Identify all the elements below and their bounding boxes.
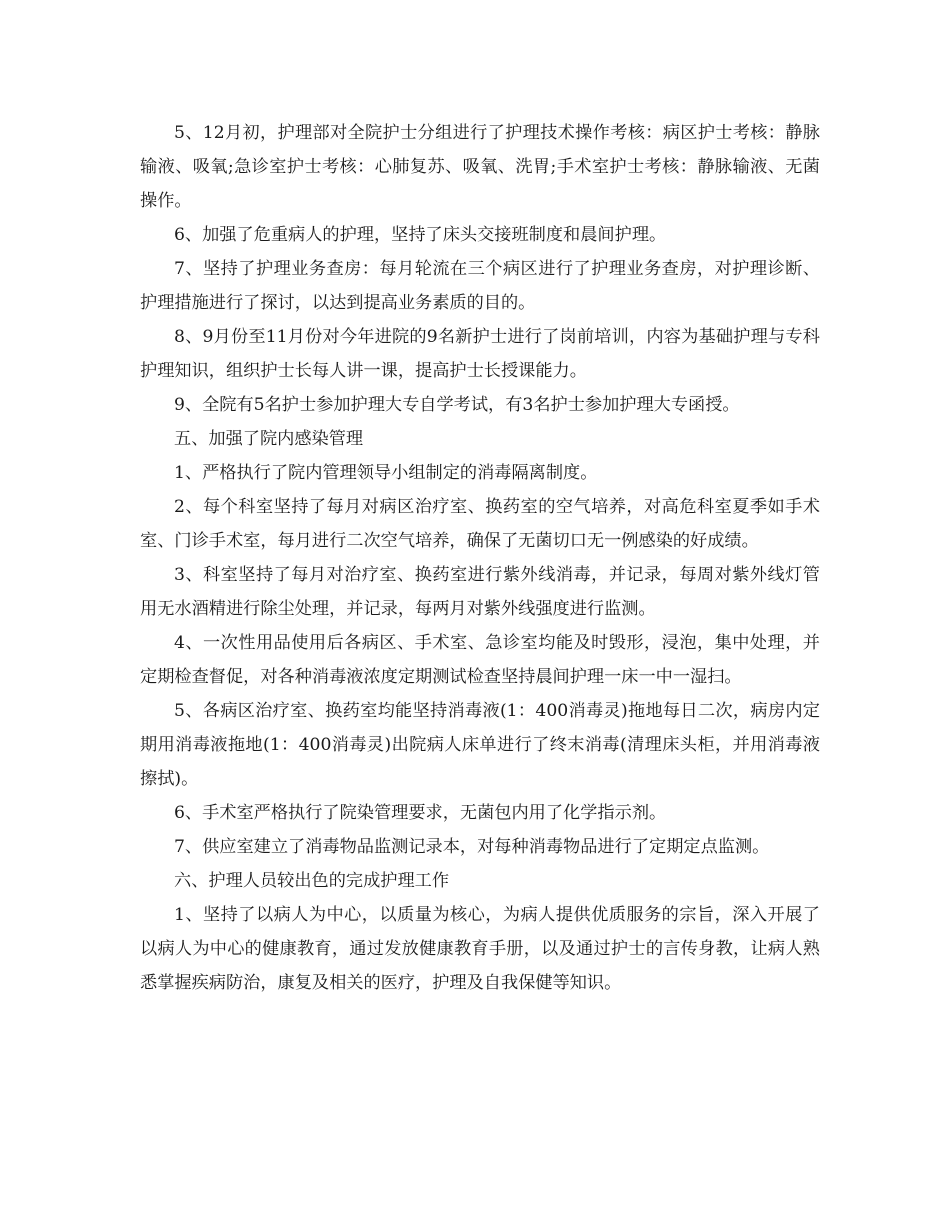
paragraph-item-7-ward-rounds: 7、坚持了护理业务查房：每月轮流在三个病区进行了护理业务查房，对护理诊断、护理措施进行了探讨，以达到提高业务素质的目的。 [140,259,820,313]
paragraph-infection-item-6: 6、手术室严格执行了院染管理要求，无菌包内用了化学指示剂。 [174,803,667,823]
paragraph-infection-item-3: 3、科室坚持了每月对治疗室、换药室进行紫外线消毒，并记录，每周对紫外线灯管用无水酒精进行除尘处理，并记录，每两月对紫外线强度进行监测。 [140,565,820,619]
paragraph-item-9-further-education: 9、全院有5名护士参加护理大专自学考试，有3名护士参加护理大专函授。 [174,395,740,415]
paragraph-item-6-critical-care: 6、加强了危重病人的护理，坚持了床头交接班制度和晨间护理。 [174,225,667,245]
paragraph-item-8-new-nurse-training: 8、9月份至11月份对今年进院的9名新护士进行了岗前培训，内容为基础护理与专科护理知识，组织护士长每人讲一课，提高护士长授课能力。 [140,327,820,381]
paragraph-nursing-item-1: 1、坚持了以病人为中心，以质量为核心，为病人提供优质服务的宗旨，深入开展了以病人为中心的健康教育，通过发放健康教育手册，以及通过护士的言传身教，让病人熟悉掌握疾病防治，康复及相关的医疗，护理及自我保健等知识。 [140,905,820,993]
document-body [140,116,820,1000]
paragraph-infection-item-7: 7、供应室建立了消毒物品监测记录本，对每种消毒物品进行了定期定点监测。 [174,837,770,857]
paragraph-infection-item-5: 5、各病区治疗室、换药室均能坚持消毒液(1：400消毒灵)拖地每日二次，病房内定期用消毒液拖地(1：400消毒灵)出院病人床单进行了终末消毒(清理床头柜，并用消毒液擦拭)。 [140,701,820,789]
paragraph-item-5-skill-assessment: 5、12月初，护理部对全院护士分组进行了护理技术操作考核：病区护士考核：静脉输液、吸氧;急诊室护士考核：心肺复苏、吸氧、洗胃;手术室护士考核：静脉输液、无菌操作。 [140,123,820,211]
paragraph-infection-item-2: 2、每个科室坚持了每月对病区治疗室、换药室的空气培养，对高危科室夏季如手术室、门诊手术室，每月进行二次空气培养，确保了无菌切口无一例感染的好成绩。 [140,497,820,551]
paragraph-infection-item-1: 1、严格执行了院内管理领导小组制定的消毒隔离制度。 [174,463,598,483]
section-heading-nursing-work: 六、护理人员较出色的完成护理工作 [174,871,450,891]
paragraph-infection-item-4: 4、一次性用品使用后各病区、手术室、急诊室均能及时毁形，浸泡，集中处理，并定期检查督促，对各种消毒液浓度定期测试检查坚持晨间护理一床一中一湿扫。 [140,633,820,687]
section-heading-infection-control: 五、加强了院内感染管理 [174,429,364,449]
